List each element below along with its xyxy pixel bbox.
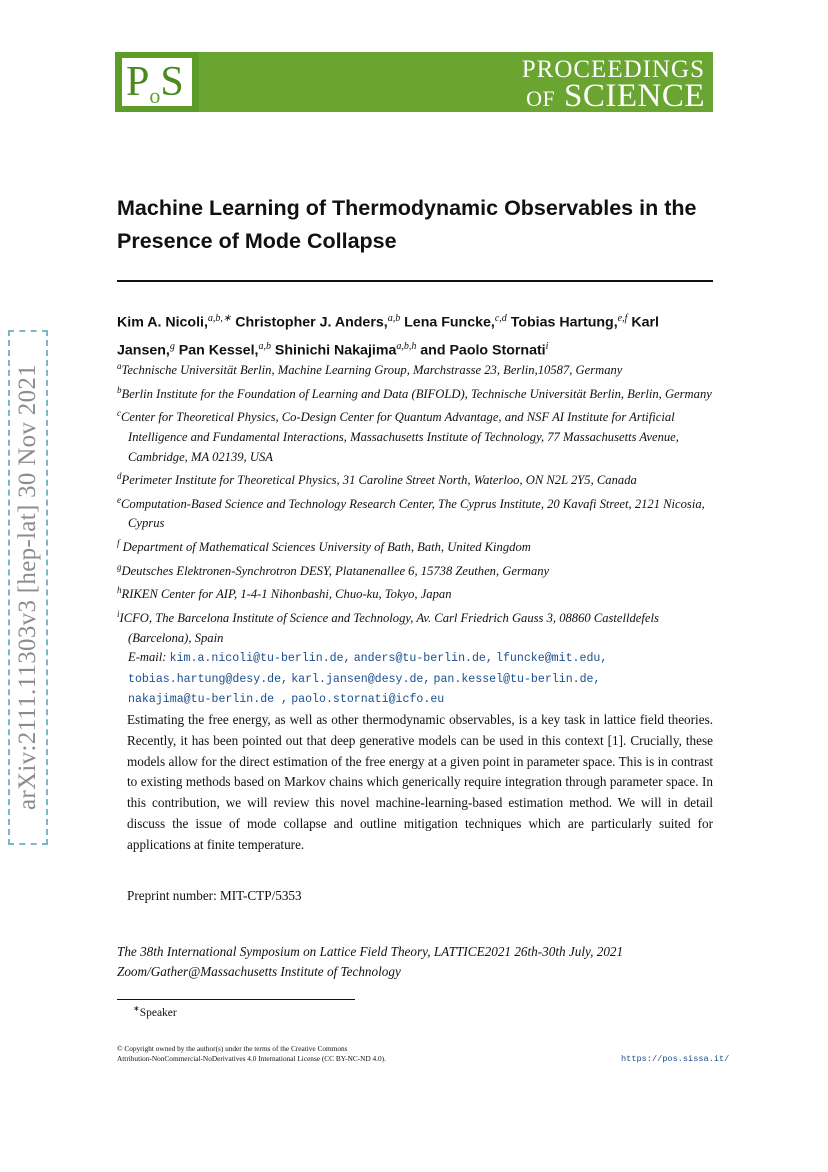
copyright-notice: © Copyright owned by the author(s) under the terms of the Creative Commons Attribution-NonCommercial-NoDerivatives 4.0 International License (CC BY-NC-ND 4.0). [117, 1044, 386, 1063]
affiliation: $^a$Technische Universität Berlin, Machine Learning Group, Marchstrasse 23, Berlin,10587, Germany [117, 361, 623, 378]
affiliation: $^c$Center for Theoretical Physics, Co-Design Center for Quantum Advantage, and NSF AI Institute for Artificial Intelligence and Fundamental Interactions, Massachusetts Institute of Technology, 77 Massachusetts Avenue, Cambridge, MA 02139, USA [117, 408, 679, 464]
author-affil-mark: a,b,h [396, 340, 417, 352]
affiliation: $^g$Deutsches Elektronen-Synchrotron DESY, Platanenallee 6, 15738 Zeuthen, Germany [117, 561, 550, 578]
author-affil-mark: a,b [387, 313, 401, 324]
email-link[interactable]: paolo.stornati@icfo.eu [291, 693, 445, 707]
speaker-footnote: ∗Speaker [133, 1004, 177, 1019]
affiliation-list [117, 357, 717, 710]
author-list [117, 307, 717, 362]
abstract-text: Estimating the free energy, as well as other thermodynamic observables, is a key task in lattice field theories. Recently, it has been pointed out that deep generative models can be used in this context [1]. Crucially, these models allow for the direct estimation of the free energy at a given point in parameter space. This is in contrast to existing methods based on Markov chains which generically require integration through parameter space. In this contribution, we will review this novel machine-learning-based estimation method. We will in detail discuss the issue of mode collapse and outline mitigation techniques which are particularly suited for applications at finite temperature. [127, 712, 713, 852]
affiliation: $^i$ICFO, The Barcelona Institute of Science and Technology, Av. Carl Friedrich Gauss 3, 08860 Castelldefels (Barcelona), Spain [117, 609, 659, 645]
author-name: Tobias Hartung, [510, 314, 618, 331]
author-name: Christopher J. Anders, [235, 314, 388, 331]
author-affil-mark: c,d [494, 313, 507, 324]
logo-letter-p: P [126, 59, 150, 105]
email-link[interactable]: anders@tu-berlin.de, [353, 652, 493, 666]
author-name: Pan Kessel, [178, 342, 259, 359]
preprint-number: Preprint number: MIT-CTP/5353 [127, 888, 302, 903]
banner-of: OF [526, 86, 556, 111]
author-affil-mark: g [169, 340, 175, 352]
affiliation: $^h$RIKEN Center for AIP, 1-4-1 Nihonbashi, Chuo-ku, Tokyo, Japan [117, 585, 452, 602]
logo-letter-o: o [149, 83, 161, 108]
conference-info [117, 942, 717, 982]
banner-science: SCIENCE [563, 78, 705, 114]
affiliation: $^b$Berlin Institute for the Foundation of Learning and Data (BIFOLD), Technische Universität Berlin, Berlin, Germany [117, 384, 712, 401]
affiliation: $^d$Perimeter Institute for Theoretical Physics, 31 Caroline Street North, Waterloo, ON N2L 2Y5, Canada [117, 471, 637, 488]
author-name: Karl Jansen, [117, 314, 659, 359]
author-affil-mark: e,f [617, 313, 628, 324]
author-affil-mark: i [545, 340, 549, 352]
email-block [117, 648, 717, 710]
affiliation: $^f$ Department of Mathematical Sciences University of Bath, Bath, United Kingdom [117, 537, 531, 555]
author-name: Lena Funcke, [404, 314, 495, 331]
logo-letter-s: S [160, 59, 184, 105]
author-affil-mark: a,b [258, 340, 271, 352]
pos-logo [115, 52, 199, 112]
email-link[interactable]: karl.jansen@desy.de, [291, 672, 431, 686]
paper-title: Machine Learning of Thermodynamic Observables in the Presence of Mode Collapse [117, 196, 697, 253]
title-rule [117, 280, 713, 282]
author-name: Shinichi Nakajima [274, 342, 397, 359]
author-affil-mark: a,b,∗ [207, 313, 232, 324]
author-name: and Paolo Stornati [420, 342, 546, 359]
abstract [127, 710, 713, 856]
email-label: E-mail: [128, 650, 167, 665]
email-link[interactable]: tobias.hartung@desy.de, [128, 672, 289, 686]
conference-line: The 38th International Symposium on Lattice Field Theory, LATTICE2021 26th-30th July, 2021 [117, 944, 624, 959]
arxiv-identifier: arXiv:2111.11303v3 [hep-lat] 30 Nov 2021 [14, 364, 41, 810]
banner-proceedings: PROCEEDINGS [521, 56, 705, 83]
affiliation: $^e$Computation-Based Science and Technology Research Center, The Cyprus Institute, 20 Kavafi Street, 2121 Nicosia, Cyprus [117, 494, 705, 531]
email-link[interactable]: pan.kessel@tu-berlin.de, [433, 672, 601, 686]
email-link[interactable]: lfuncke@mit.edu, [496, 652, 608, 666]
pos-url-link[interactable]: https://pos.sissa.it/ [621, 1054, 730, 1064]
email-link[interactable]: kim.a.nicoli@tu-berlin.de, [169, 652, 351, 666]
author-name: Kim A. Nicoli, [117, 314, 208, 331]
email-link[interactable]: nakajima@tu-berlin.de , [128, 693, 289, 707]
footnote-rule [117, 999, 355, 1000]
proceedings-banner [199, 52, 713, 112]
conference-venue: Zoom/Gather@Massachusetts Institute of Technology [117, 964, 401, 979]
